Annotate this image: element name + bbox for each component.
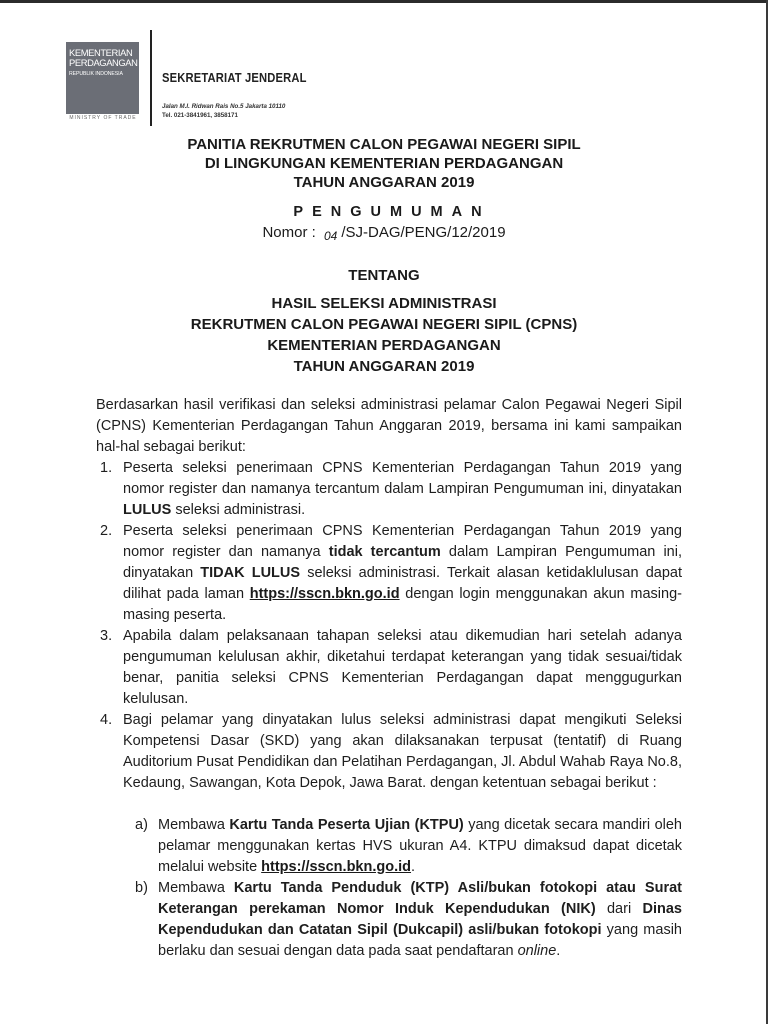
ministry-logo <box>66 42 139 114</box>
organization-name: SEKRETARIAT JENDERAL <box>162 70 307 85</box>
dukcapil-text: Dinas Kependudukan dan Catatan Sipil (Dukcapil) asli/bukan fotokopi <box>158 901 682 938</box>
list-text <box>123 458 682 521</box>
top-border <box>0 0 768 3</box>
list-number: 1. <box>100 460 113 476</box>
subject-line2: REKRUTMEN CALON PEGAWAI NEGERI SIPIL (CPNS) <box>190 316 578 333</box>
list-number: 4. <box>100 712 113 728</box>
lulus-text: LULUS <box>123 502 172 518</box>
committee-title-line2: DI LINGKUNGAN KEMENTERIAN PERDAGANGAN <box>204 155 564 172</box>
text-run: Membawa <box>158 880 234 896</box>
list-item-3 <box>96 626 682 710</box>
tidak-lulus-text: TIDAK LULUS <box>200 565 301 581</box>
list-number: 2. <box>100 523 113 539</box>
list-number: 3. <box>100 628 113 644</box>
announcement-number <box>0 224 768 241</box>
emphasis-text: tidak tercantum <box>328 544 441 560</box>
committee-title-line1: PANITIA REKRUTMEN CALON PEGAWAI NEGERI SIPIL <box>187 136 581 153</box>
sub-item-b <box>133 878 682 962</box>
sub-letter: a) <box>135 817 148 833</box>
subject-line3: KEMENTERIAN PERDAGANGAN <box>267 337 501 354</box>
text-run: yang masih berlaku dan sesuai dengan data pada saat pendaftaran <box>158 922 682 959</box>
logo-text-line3: REPUBLIK INDONESIA <box>69 71 123 77</box>
text-run: Peserta seleksi penerimaan CPNS Kementerian Perdagangan Tahun 2019 yang nomor register dan namanya tercantum dalam Lampiran Pengumuman ini, dinyatakan <box>123 460 682 497</box>
sub-text <box>158 815 682 878</box>
text-run: dari <box>595 901 643 917</box>
list-item-4 <box>96 710 682 794</box>
text-run: dengan login menggunakan akun masing-masing peserta. <box>123 586 682 623</box>
online-text: online <box>517 943 557 959</box>
list-item-1 <box>96 458 682 521</box>
text-run: Peserta seleksi penerimaan CPNS Kementerian Perdagangan Tahun 2019 yang nomor register dan namanya <box>123 523 682 560</box>
ktp-text: Kartu Tanda Penduduk (KTP) Asli/bukan fotokopi atau Surat Keterangan perekaman Nomor Induk Kependudukan (NIK) <box>158 880 682 917</box>
text-run: yang dicetak secara mandiri oleh pelamar menggunakan kertas HVS ukuran A4. KTPU dimaksud dapat dicetak melalui website <box>158 817 682 875</box>
text-run: dalam Lampiran Pengumuman ini, dinyatakan <box>123 544 682 581</box>
intro-paragraph: Berdasarkan hasil verifikasi dan seleksi administrasi pelamar Calon Pegawai Negeri Sipil (CPNS) Kementerian Perdagangan Tahun Anggaran 2019, bersama ini kami sampaikan hal-hal sebagai berikut: <box>96 397 682 455</box>
text-run: . <box>556 943 561 959</box>
text-run: seleksi administrasi. <box>171 502 306 518</box>
list-text: Bagi pelamar yang dinyatakan lulus seleksi administrasi dapat mengikuti Seleksi Kompetensi Dasar (SKD) yang akan dilaksanakan terpusat (tentatif) di Ruang Auditorium Pusat Pendidikan dan Pelatihan Perdagangan, Jl. Abdul Wahab Raya No.8, Kedaung, Sawangan, Kota Depok, Jawa Barat. dengan ketentuan sebagai berikut : <box>123 712 682 791</box>
list-text: Apabila dalam pelaksanaan tahapan seleksi atau dikemudian hari setelah adanya pengumuman kelulusan akhir, diketahui terdapat keterangan yang tidak sesuai/tidak benar, panitia seleksi CPNS Kementerian Perdagangan dapat menggugurkan kelulusan. <box>123 628 682 707</box>
ktpu-text: Kartu Tanda Peserta Ujian (KTPU) <box>229 817 464 833</box>
logo-text-line2: PERDAGANGAN <box>69 58 138 68</box>
sscn-link[interactable]: https://sscn.bkn.go.id <box>249 586 400 602</box>
address-line: Jalan M.I. Ridwan Rais No.5 Jakarta 10110 <box>162 103 286 110</box>
list-text <box>123 521 682 626</box>
letterhead-divider <box>150 30 152 126</box>
subject-line4: TAHUN ANGGARAN 2019 <box>293 358 475 375</box>
logo-subtitle: MINISTRY OF TRADE <box>69 115 137 121</box>
phone-line: Tel. 021-3841961, 3858171 <box>162 112 238 119</box>
logo-text-line1: KEMENTERIAN <box>69 48 133 58</box>
text-run: . <box>411 859 416 875</box>
tentang-heading: TENTANG <box>348 267 420 284</box>
text-run: seleksi administrasi. Terkait alasan ketidaklulusan dapat dilihat pada laman <box>123 565 682 602</box>
text-run: Membawa <box>158 817 230 833</box>
sscn-link[interactable]: https://sscn.bkn.go.id <box>261 859 412 875</box>
sub-item-a <box>133 815 682 878</box>
committee-title-line3: TAHUN ANGGARAN 2019 <box>293 174 475 191</box>
subject-line1: HASIL SELEKSI ADMINISTRASI <box>271 295 497 312</box>
nomor-handwritten: 04 <box>323 229 338 243</box>
sub-text <box>158 878 682 962</box>
nomor-code: /SJ-DAG/PENG/12/2019 <box>341 224 506 241</box>
nomor-label: Nomor : <box>262 224 316 241</box>
announcement-heading: PENGUMUMAN <box>293 204 491 220</box>
list-item-2 <box>96 521 682 626</box>
sub-letter: b) <box>135 880 148 896</box>
